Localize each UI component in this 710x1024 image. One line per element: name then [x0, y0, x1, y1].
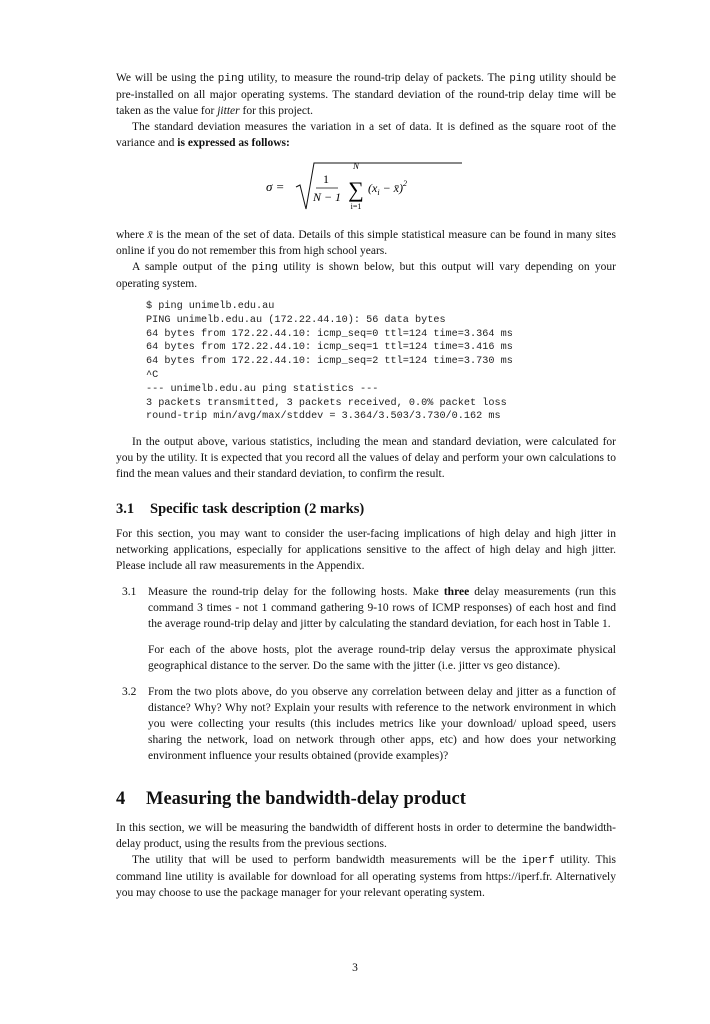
task-text [148, 584, 616, 632]
text: The standard deviation measures the variation in a set of data. It is defined as the square root of the variance and [116, 121, 616, 149]
task-text: From the two plots above, do you observe any correlation between delay and jitter as a function of distance? Why? Why not? Explain your results with reference to the network environment in which you were collecting your results (this includes metrics like your download/ upload speed, users sharing the network, load on network through other apps, etc) and how does your networking environment influence your results obtained (provide examples)? [148, 686, 616, 763]
intro-paragraph [116, 70, 616, 119]
ping-code: ping [251, 262, 278, 274]
task-item-3-2 [116, 684, 616, 764]
terminal-line: round-trip min/avg/max/stddev = 3.364/3.503/3.730/0.162 ms [146, 411, 501, 423]
text: where [116, 229, 148, 241]
sum-sign: ∑ [348, 177, 364, 202]
fraction-numerator: 1 [323, 172, 329, 186]
text: The utility that will be used to perform bandwidth measurements will be the [132, 854, 522, 867]
page-number: 3 [352, 962, 358, 974]
fraction-denominator: N − 1 [312, 190, 342, 204]
terminal-line: 64 bytes from 172.22.44.10: icmp_seq=0 ttl=124 time=3.364 ms [146, 328, 513, 340]
ping-code: ping [217, 73, 245, 85]
task-body [148, 584, 616, 674]
text: utility is shown below, but this output will vary depending on your operating system. [116, 261, 616, 290]
task-intro-paragraph: For this section, you may want to consider the user-facing implications of high delay and high jitter in networking applications, especially for applications sensitive to the affect of high delay and high jitter. Please include all raw measurements in the Appendix. [116, 528, 616, 573]
text: utility should be pre-installed on all major operating systems. The standard deviation of the round-trip delay time will be taken as the value for [116, 72, 616, 117]
std-definition-paragraph [116, 119, 616, 151]
section-title: Measuring the bandwidth-delay product [146, 789, 466, 810]
term-mid: − x̄) [379, 181, 403, 195]
bold-text: is expressed as follows: [177, 137, 290, 149]
jitter-term: jitter [217, 105, 240, 117]
section-title: Specific task description (2 marks) [150, 501, 365, 518]
terminal-line: $ ping unimelb.edu.au [146, 301, 275, 312]
task-item-3-1 [116, 584, 616, 674]
iperf-code: iperf [521, 855, 555, 868]
text: A sample output of the [132, 261, 252, 273]
sum-upper-limit: N [352, 161, 360, 171]
ping-code: ping [509, 73, 536, 85]
sigma-label: σ = [266, 179, 285, 194]
text: delay measurements (run this command 3 times - not 1 command gathering 9-10 rows of ICMP responses) of each host and find the average round-trip delay and jitter by calculating the standard deviation, for each host in Table 1. [148, 586, 616, 631]
iperf-paragraph [116, 852, 616, 901]
xbar-symbol: x̄ [147, 229, 153, 241]
term-subscript: i [377, 188, 380, 197]
text: Measure the round-trip delay for the following hosts. Make [148, 586, 444, 599]
terminal-line: 64 bytes from 172.22.44.10: icmp_seq=1 ttl=124 time=3.416 ms [146, 342, 513, 354]
terminal-line: 3 packets transmitted, 3 packets received, 0.0% packet loss [146, 397, 507, 409]
bandwidth-intro-paragraph: In this section, we will be measuring the bandwidth of different hosts in order to determine the bandwidth-delay product, using the results from the previous sections. [116, 822, 616, 851]
term-open: (x [368, 181, 378, 195]
text: for this project. [239, 105, 314, 117]
sample-output-paragraph [116, 259, 616, 292]
task-number: 3.1 [122, 586, 137, 599]
task-text-second: For each of the above hosts, plot the average round-trip delay versus the approximate physical geographical distance to the server. Do the same with the jitter (i.e. jitter vs geo distance). [148, 644, 616, 673]
text: utility, to measure the round-trip delay of packets. The [244, 72, 510, 84]
section-number: 3.1 [116, 501, 135, 518]
section-heading-3-1 [116, 500, 616, 518]
sum-lower-limit: i=1 [350, 202, 362, 211]
sum-term [368, 179, 407, 197]
formula-svg [266, 157, 466, 219]
text: utility. This command line utility is available for download for all operating systems from https://iperf.fr. Alternatively you may choose to use the package manager for your relevant operating system. [116, 854, 617, 900]
section-number: 4 [116, 789, 126, 810]
terminal-line: 64 bytes from 172.22.44.10: icmp_seq=2 ttl=124 time=3.730 ms [146, 356, 513, 368]
task-body [148, 684, 616, 764]
task-number: 3.2 [122, 686, 137, 699]
document-page [116, 70, 616, 901]
text: We will be using the [116, 72, 218, 84]
term-superscript: 2 [402, 179, 407, 188]
bold-text: three [443, 586, 470, 599]
terminal-line: --- unimelb.edu.au ping statistics --- [146, 383, 379, 395]
terminal-line: PING unimelb.edu.au (172.22.44.10): 56 data bytes [146, 314, 446, 326]
ping-output-block [146, 300, 616, 424]
statistics-paragraph: In the output above, various statistics, including the mean and standard deviation, were calculated for you by the utility. It is expected that you record all the values of delay and perform your own calculations to find the mean values and their standard deviation, to confirm the result. [116, 436, 616, 481]
mean-paragraph [116, 227, 616, 259]
std-formula [116, 157, 616, 219]
text: is the mean of the set of data. Details of this simple statistical measure can be found in many sites online if you do not remember this from high school years. [116, 229, 616, 257]
section-heading-4 [116, 788, 616, 810]
terminal-line: ^C [146, 369, 159, 381]
